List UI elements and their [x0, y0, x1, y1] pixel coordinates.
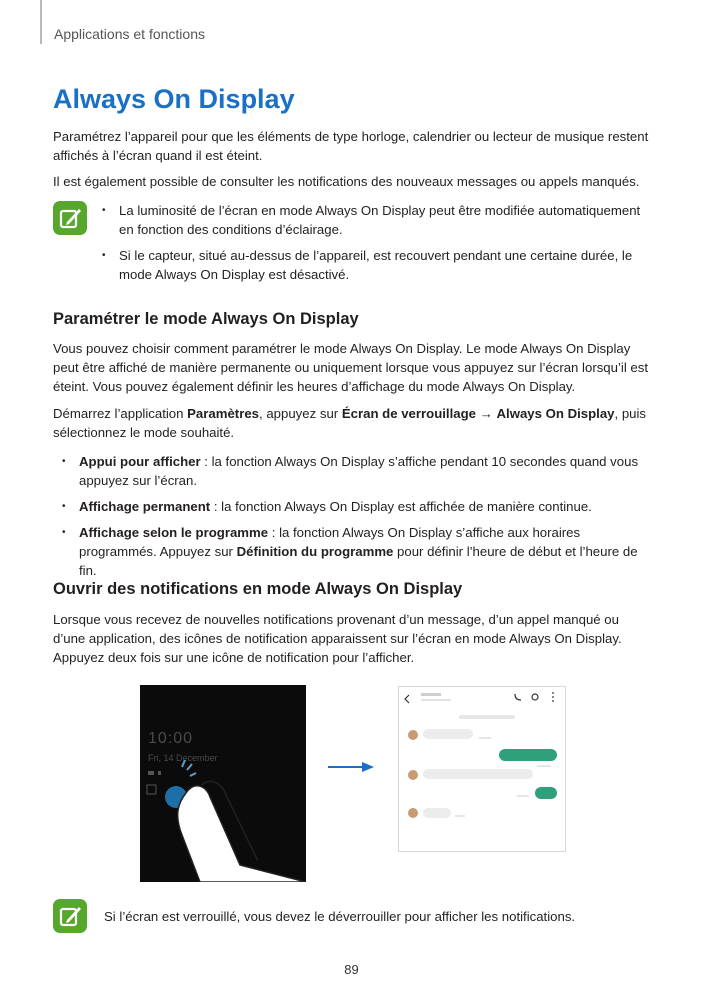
- aod-menu: Always On Display: [496, 406, 615, 421]
- mode-list: [60, 452, 655, 587]
- settings-paragraph: Vous pouvez choisir comment paramétrer le mode Always On Display. Le mode Always On Display peut être affiché de manière permanente ou uniquement lorsque vous appuyez sur l’écran lorsqu’il est éteint. Vous pouvez également définir les heures d’affichage du mode Always On Display.: [53, 341, 649, 394]
- section-header: Applications et fonctions: [54, 26, 205, 42]
- note-item: • Si le capteur, situé au-dessus de l’appareil, est recouvert pendant une certaine durée, le mode Always On Display est désactivé.: [100, 246, 645, 284]
- aod-clock: 10:00: [148, 730, 194, 747]
- intro-paragraph-2: Il est également possible de consulter les notifications des nouveaux messages ou appels manqués.: [53, 174, 640, 189]
- note-icon: [53, 899, 87, 933]
- conversation-illustration: [399, 687, 565, 851]
- note-list: [100, 201, 645, 291]
- message-screen-illustration: [398, 686, 566, 852]
- notifications-paragraph: Lorsque vous recevez de nouvelles notifications provenant d’un message, d’un appel manqué ou d’une application, des icônes de notification apparaissent sur l’écran en mode Always On Display. Appuyez deux fois sur une icône de notification pour l’afficher.: [53, 612, 622, 665]
- mode-item-schedule: • Affichage selon le programme : la fonction Always On Display s’affiche aux horaires programmés. Appuyez sur Définition du programme pour définir l’heure de début et l’heure de fin.: [60, 523, 655, 580]
- note-unlock: Si l’écran est verrouillé, vous devez le déverrouiller pour afficher les notifications.: [104, 909, 576, 924]
- lock-screen-menu: Écran de verrouillage: [341, 406, 476, 421]
- aod-date: Fri, 14 December: [148, 753, 218, 763]
- intro-paragraph-1: Paramétrez l’appareil pour que les éléments de type horloge, calendrier ou lecteur de musique restent affichés à l’écran quand il est éteint.: [53, 129, 649, 163]
- settings-app-name: Paramètres: [187, 406, 259, 421]
- section-heading-settings: Paramétrer le mode Always On Display: [53, 310, 359, 328]
- page-number: 89: [344, 962, 359, 977]
- arrow-right-icon: [326, 760, 376, 774]
- header-rule: [40, 0, 42, 44]
- back-icon: [405, 695, 409, 703]
- mode-item-always: • Affichage permanent : la fonction Always On Display est affichée de manière continue.: [60, 497, 655, 516]
- section-heading-notifications: Ouvrir des notifications en mode Always On Display: [53, 580, 463, 598]
- note-item: • La luminosité de l’écran en mode Always On Display peut être modifiée automatiquement en fonction des conditions d’éclairage.: [100, 201, 645, 239]
- page-title: Always On Display: [53, 84, 295, 114]
- phone-icon: [515, 694, 521, 700]
- note-icon: [53, 201, 87, 235]
- settings-instructions: Démarrez l’application Paramètres, appuyez sur Écran de verrouillage → Always On Display, puis sélectionnez le mode souhaité.: [53, 406, 647, 440]
- mode-item-tap: • Appui pour afficher : la fonction Always On Display s’affiche pendant 10 secondes quand vous appuyez sur l’écran.: [60, 452, 655, 490]
- aod-screen-illustration: [140, 685, 306, 882]
- search-icon: [532, 694, 538, 700]
- hand-tap-icon: [140, 685, 306, 882]
